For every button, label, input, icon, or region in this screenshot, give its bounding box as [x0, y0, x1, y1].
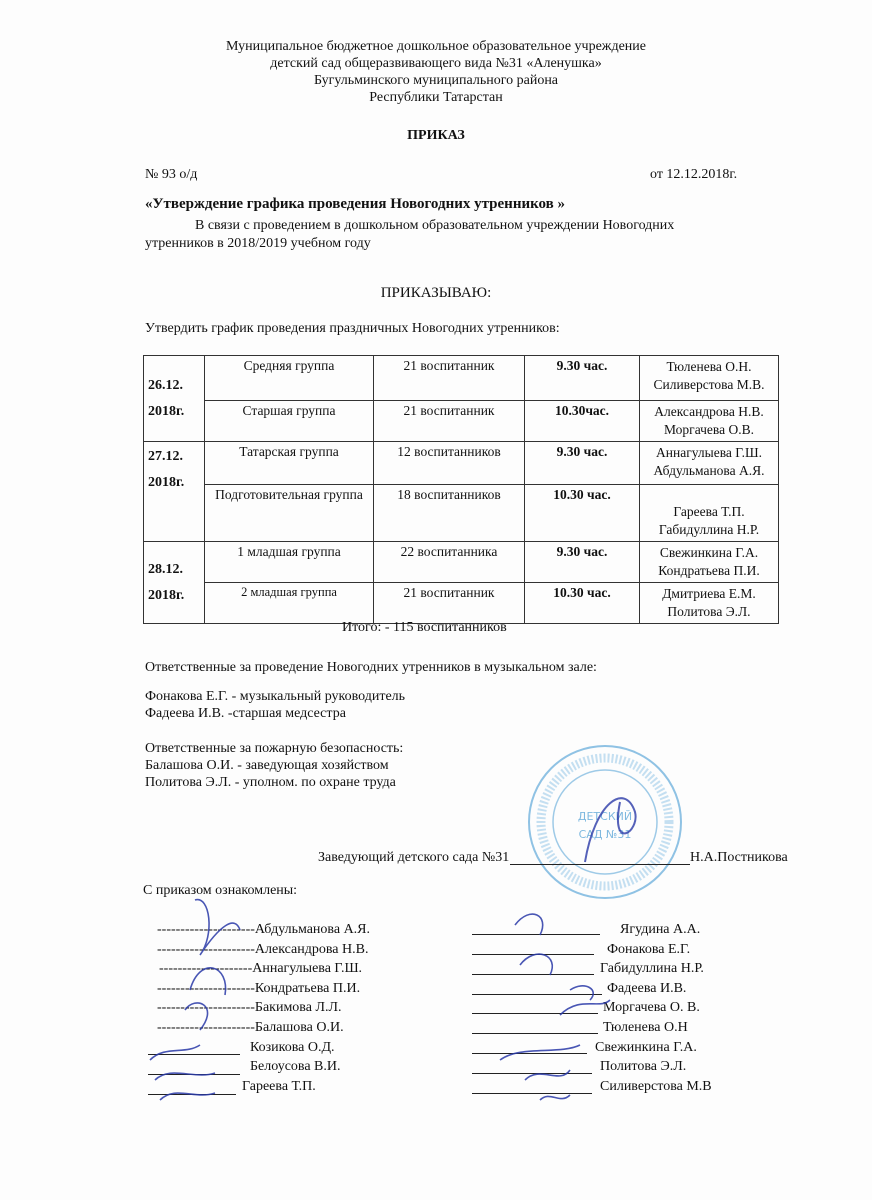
list-item: Политова Э.Л. - уполном. по охране труда [145, 775, 396, 790]
list-item: Фадеева И.В. -старшая медсестра [145, 706, 346, 721]
order-number: № 93 о/д [145, 167, 198, 182]
list-item: Белоусова В.И. [250, 1059, 341, 1075]
fire-resp-title: Ответственные за пожарную безопасность: [145, 741, 404, 756]
list-item: Моргачева О. В. [603, 1000, 700, 1016]
official-stamp [525, 742, 685, 902]
music-resp-list [145, 688, 405, 722]
resp-cell: Дмитриева Е.М. Политова Э.Л. [640, 583, 779, 624]
count-cell: 21 воспитанник [374, 356, 525, 401]
list-item: ---------------------Балашова О.И. [157, 1019, 344, 1035]
count-cell: 21 воспитанник [374, 583, 525, 624]
acquainted-title: С приказом ознакомлены: [143, 883, 298, 898]
list-item: ---------------------Бакимова Л.Л. [157, 1000, 342, 1016]
time-cell: 10.30час. [525, 401, 640, 442]
list-item: Козикова О.Д. [250, 1039, 335, 1055]
time-cell: 9.30 час. [525, 442, 640, 485]
count-cell: 18 воспитанников [374, 485, 525, 542]
group-cell: Средняя группа [205, 356, 374, 401]
resp-cell: Александрова Н.В. Моргачева О.В. [640, 401, 779, 442]
table-row [144, 356, 779, 401]
resp-cell: Свежинкина Г.А. Кондратьева П.И. [640, 542, 779, 583]
table-row [144, 442, 779, 485]
table-row [144, 542, 779, 583]
group-cell: Подготовительная группа [205, 485, 374, 542]
resp-cell: Тюленева О.Н. Силиверстова М.В. [640, 356, 779, 401]
date-cell: 28.12. 2018г. [144, 542, 205, 624]
list-item: --------------------Аннагулыева Г.Ш. [159, 961, 363, 977]
list-item: Фонакова Е.Г. [607, 941, 691, 957]
approve-text: Утвердить график проведения праздничных Новогодних утренников: [145, 321, 560, 336]
header-line: детский сад общеразвивающего вида №31 «Аленушка» [270, 56, 602, 71]
svg-text:САД №31: САД №31 [578, 828, 632, 841]
header-line: Муниципальное бюджетное дошкольное образовательное учреждение [226, 39, 646, 54]
list-item: Гареева Т.П. [242, 1078, 316, 1094]
group-cell: 2 младшая группа [205, 583, 374, 624]
list-item: Тюленева О.Н [603, 1019, 688, 1035]
count-cell: 21 воспитанник [374, 401, 525, 442]
table-row [144, 401, 779, 442]
date-cell: 26.12. 2018г. [144, 356, 205, 442]
table-row [144, 583, 779, 624]
doc-type: ПРИКАЗ [407, 128, 465, 143]
svg-text:ДЕТСКИЙ: ДЕТСКИЙ [577, 810, 633, 823]
table-row [144, 485, 779, 542]
time-cell: 10.30 час. [525, 485, 640, 542]
order-title: «Утверждение графика проведения Новогодних утренников » [145, 196, 566, 212]
list-item: Фонакова Е.Г. - музыкальный руководитель [145, 689, 406, 704]
head-position: Заведующий детского сада №31 [318, 850, 510, 865]
resp-cell: Гареева Т.П. Габидуллина Н.Р. [640, 485, 779, 542]
schedule-table [143, 355, 779, 624]
handwritten-signatures [140, 895, 740, 1115]
signature-line [510, 864, 690, 865]
list-item: Балашова О.И. - заведующая хозяйством [145, 758, 389, 773]
header-line: Республики Татарстан [369, 90, 503, 105]
group-cell: Татарская группа [205, 442, 374, 485]
list-item: ---------------------Кондратьева П.И. [157, 980, 361, 996]
list-item: Фадеева И.В. [607, 980, 687, 996]
list-item: ---------------------Абдульманова А.Я. [157, 922, 371, 937]
group-cell: 1 младшая группа [205, 542, 374, 583]
list-item: Силиверстова М.В [600, 1078, 712, 1094]
list-item: ---------------------Александрова Н.В. [157, 941, 369, 957]
time-cell: 9.30 час. [525, 356, 640, 401]
header-line: Бугульминского муниципального района [313, 73, 559, 88]
list-item: Ягудина А.А. [620, 922, 701, 937]
total: Итого: - 115 воспитанников [342, 620, 507, 635]
time-cell: 10.30 час. [525, 583, 640, 624]
order-date: от 12.12.2018г. [650, 167, 738, 182]
list-item: Политова Э.Л. [600, 1059, 687, 1075]
list-item: Габидуллина Н.Р. [600, 961, 704, 977]
preamble: утренников в 2018/2019 учебном году [145, 236, 371, 251]
head-name: Н.А.Постникова [690, 850, 788, 865]
count-cell: 12 воспитанников [374, 442, 525, 485]
music-resp-title: Ответственные за проведение Новогодних утренников в музыкальном зале: [145, 660, 597, 675]
group-cell: Старшая группа [205, 401, 374, 442]
institution-header [0, 38, 872, 106]
time-cell: 9.30 час. [525, 542, 640, 583]
preamble: В связи с проведением в дошкольном образовательном учреждении Новогодних [195, 218, 675, 233]
list-item: Свежинкина Г.А. [595, 1039, 697, 1055]
order-word: ПРИКАЗЫВАЮ: [380, 285, 492, 301]
count-cell: 22 воспитанника [374, 542, 525, 583]
date-cell: 27.12. 2018г. [144, 442, 205, 542]
resp-cell: Аннагулыева Г.Ш. Абдульманова А.Я. [640, 442, 779, 485]
fire-resp [145, 740, 403, 791]
